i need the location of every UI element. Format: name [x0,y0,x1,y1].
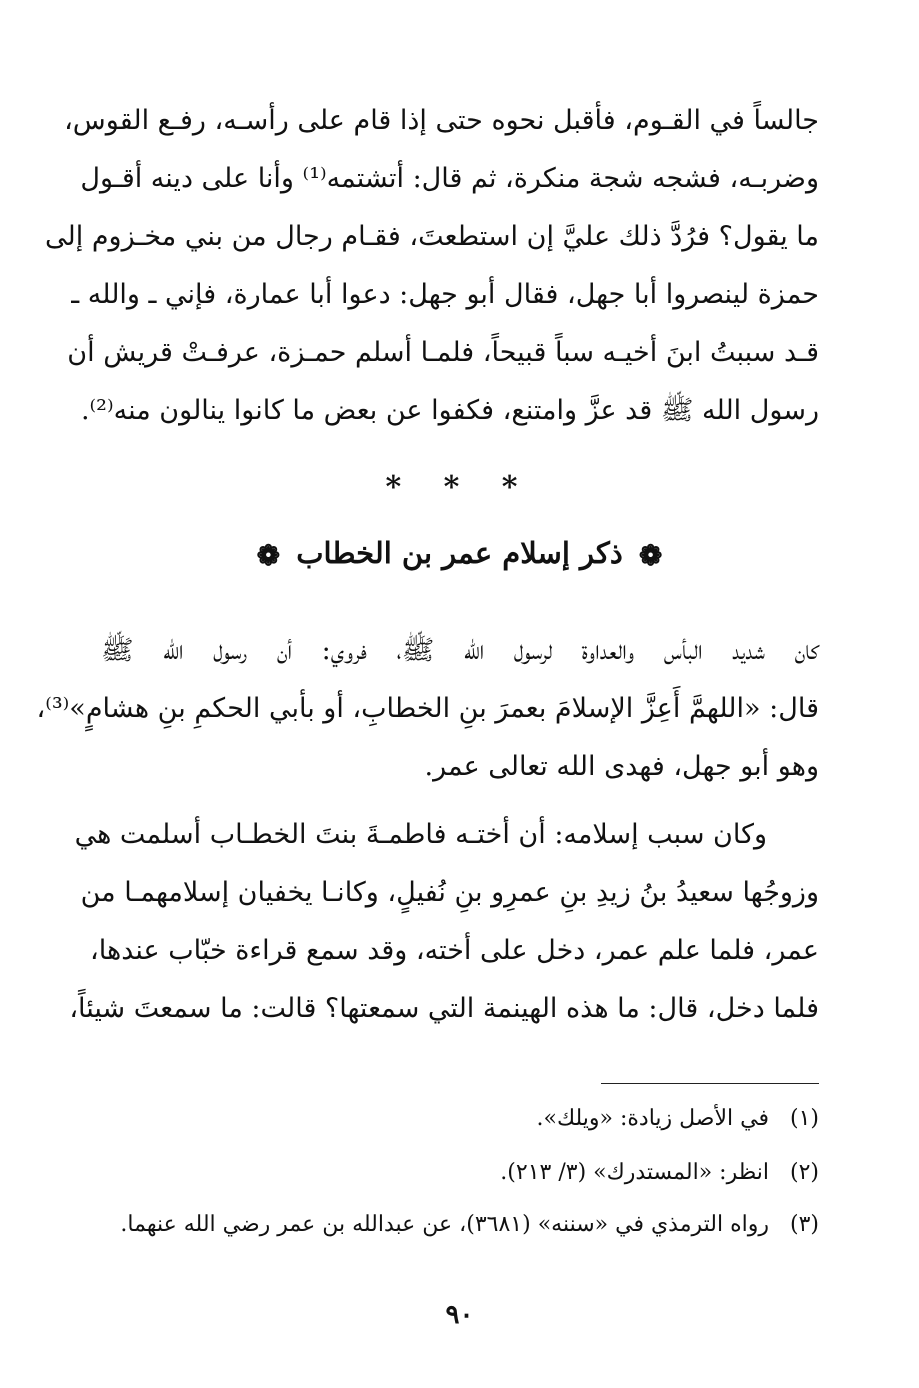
footnote-1 [101,1104,819,1134]
paragraph-hamza-story [45,92,819,440]
paragraph-conversion-cause [69,806,819,1038]
text-line: عمر، فلما علم عمر، دخل على أخته، وقد سمع قراءة خبّاب عندها، [90,935,819,966]
text-line: قـد سببتُ ابنَ أخيـه سباً قبيحاً، فلمـا أسلم حمـزة، عرفـتْ قريش أن [67,337,819,368]
text-line: وكان سبب إسلامه: أن أختـه فاطمـةَ بنتَ الخطـاب أسلمت هي [74,819,767,850]
text-line: جالساً في القـوم، فأقبل نحوه حتى إذا قام على رأسـه، رفـع القوس، [64,105,819,136]
text-line: قال: «اللهمَّ أَعِزَّ الإسلامَ بعمرَ بنِ الخطابِ، أو بأبي الحكمِ بنِ هشامٍ»⁽³⁾، [36,693,819,724]
ornament-right-icon: ❁ [638,538,663,572]
text-line: ما يقول؟ فرُدَّ ذلك عليَّ إن استطعتَ، فقـام رجال من بني مخـزوم إلى [45,221,819,252]
heading-title: ذكر إسلام عمر بن الخطاب [296,536,623,570]
text-line: وضربـه، فشجه شجة منكرة، ثم قال: أتشتمه⁽¹⁾ وأنا على دينه أقـول [80,163,819,194]
footnote-text: انظر: «المستدرك» (٣/ ٢١٣). [500,1160,769,1185]
footnote-3 [101,1210,819,1240]
text-line: رسول الله ﷺ قد عزَّ وامتنع، فكفوا عن بعض ما كانوا ينالون منه⁽²⁾. [80,395,819,426]
footnote-2 [101,1158,819,1188]
section-heading [0,536,919,572]
page-number: ٩٠ [445,1300,474,1330]
footnote-text: في الأصل زيادة: «ويلك». [536,1106,769,1131]
footnote-number: (٣) [789,1212,819,1237]
ornament-left-icon: ❁ [256,538,281,572]
paragraph-umar-enmity [36,622,819,796]
text-line: فلما دخل، قال: ما هذه الهينمة التي سمعتها؟ قالت: ما سمعتَ شيئاً، [69,993,819,1024]
footnote-divider [601,1083,819,1084]
footnote-number: (٢) [789,1160,819,1185]
text-line: وهو أبو جهل، فهدى الله تعالى عمر. [424,751,819,782]
section-separator: * * * [385,470,534,505]
footnote-number: (١) [789,1106,819,1131]
text-line: وزوجُها سعيدُ بنُ زيدِ بنِ عمرِو بنِ نُفيلٍ، وكانـا يخفيان إسلامهمـا من [80,877,819,908]
footnote-text: رواه الترمذي في «سننه» (٣٦٨١)، عن عبدالله بن عمر رضي الله عنهما. [120,1212,769,1237]
text-line: حمزة لينصروا أبا جهل، فقال أبو جهل: دعوا أبا عمارة، فإني ـ والله ـ [71,279,819,310]
text-line: كان شديد البأس والعداوة لرسول الله ﷺ، فروي: أن رسول الله ﷺ [101,635,819,666]
